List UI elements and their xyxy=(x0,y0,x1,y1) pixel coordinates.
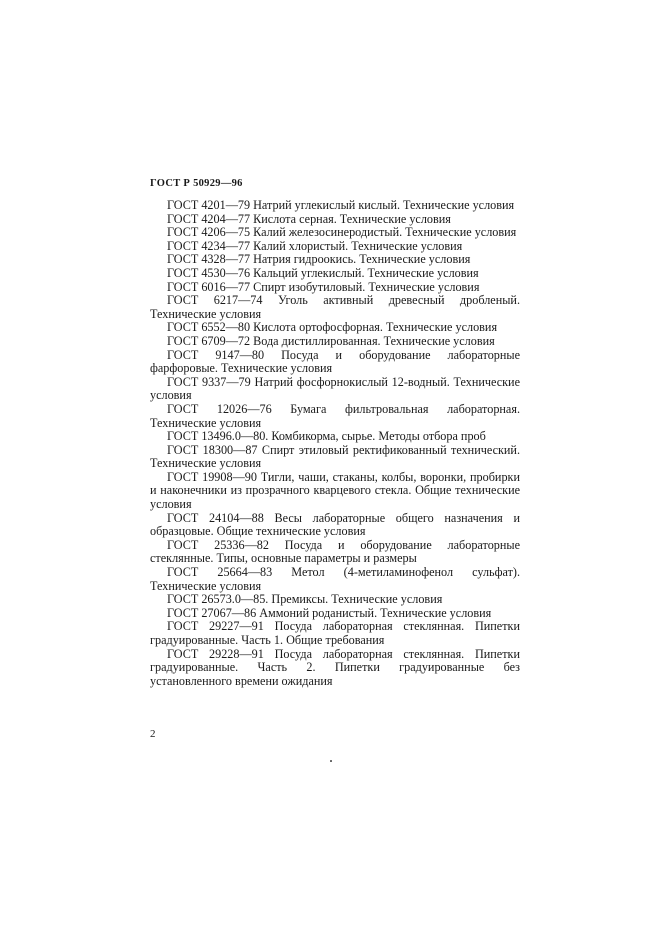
reference-item: ГОСТ 29227—91 Посуда лабораторная стеклянная. Пипетки градуированные. Часть 1. Общие требования xyxy=(150,619,520,647)
page-number: 2 xyxy=(150,728,156,740)
reference-item: ГОСТ 24104—88 Весы лабораторные общего назначения и образцовые. Общие технические условия xyxy=(150,510,520,539)
reference-item: ГОСТ 18300—87 Спирт этиловый ректификованный технический. Технические условия xyxy=(150,442,520,471)
reference-item: ГОСТ 25664—83 Метол (4-метиламинофенол сульфат). Технические условия xyxy=(150,565,520,593)
reference-item: ГОСТ 4530—76 Кальций углекислый. Технические условия xyxy=(167,265,479,280)
reference-list xyxy=(150,199,520,688)
reference-item: ГОСТ 26573.0—85. Премиксы. Технические условия xyxy=(167,592,443,607)
reference-item: ГОСТ 4204—77 Кислота серная. Технические условия xyxy=(167,211,451,226)
reference-item: ГОСТ 4201—79 Натрий углекислый кислый. Технические условия xyxy=(167,198,515,212)
reference-item: ГОСТ 6016—77 Спирт изобутиловый. Технические условия xyxy=(167,279,480,294)
reference-item: ГОСТ 9337—79 Натрий фосфорнокислый 12-водный. Технические условия xyxy=(150,374,520,403)
reference-item: ГОСТ 13496.0—80. Комбикорма, сырье. Методы отбора проб xyxy=(167,429,486,444)
scan-speck xyxy=(330,760,332,762)
reference-item: ГОСТ 25336—82 Посуда и оборудование лабораторные стеклянные. Типы, основные параметры и размеры xyxy=(150,537,520,566)
reference-item: ГОСТ 4234—77 Калий хлористый. Технические условия xyxy=(167,238,463,253)
reference-item: ГОСТ 27067—86 Аммоний роданистый. Технические условия xyxy=(167,605,492,620)
reference-item: ГОСТ 6217—74 Уголь активный древесный дробленый. Технические условия xyxy=(150,293,520,321)
reference-item: ГОСТ 4206—75 Калий железосинеродистый. Технические условия xyxy=(167,225,517,240)
document-header: ГОСТ Р 50929—96 xyxy=(150,178,243,189)
reference-item: ГОСТ 9147—80 Посуда и оборудование лабораторные фарфоровые. Технические условия xyxy=(150,347,520,376)
reference-item: ГОСТ 19908—90 Тигли, чаши, стаканы, колбы, воронки, пробирки и наконечники из прозрачного кварцевого стекла. Общие технические условия xyxy=(150,469,520,512)
reference-item: ГОСТ 12026—76 Бумага фильтровальная лабораторная. Технические условия xyxy=(150,401,520,430)
reference-item: ГОСТ 6709—72 Вода дистиллированная. Технические условия xyxy=(167,333,495,348)
reference-item: ГОСТ 6552—80 Кислота ортофосфорная. Технические условия xyxy=(167,320,498,335)
reference-item: ГОСТ 29228—91 Посуда лабораторная стеклянная. Пипетки градуированные. Часть 2. Пипетки градуированные без установленного времени ожидания xyxy=(150,646,520,688)
reference-item: ГОСТ 4328—77 Натрия гидроокись. Технические условия xyxy=(167,252,471,267)
